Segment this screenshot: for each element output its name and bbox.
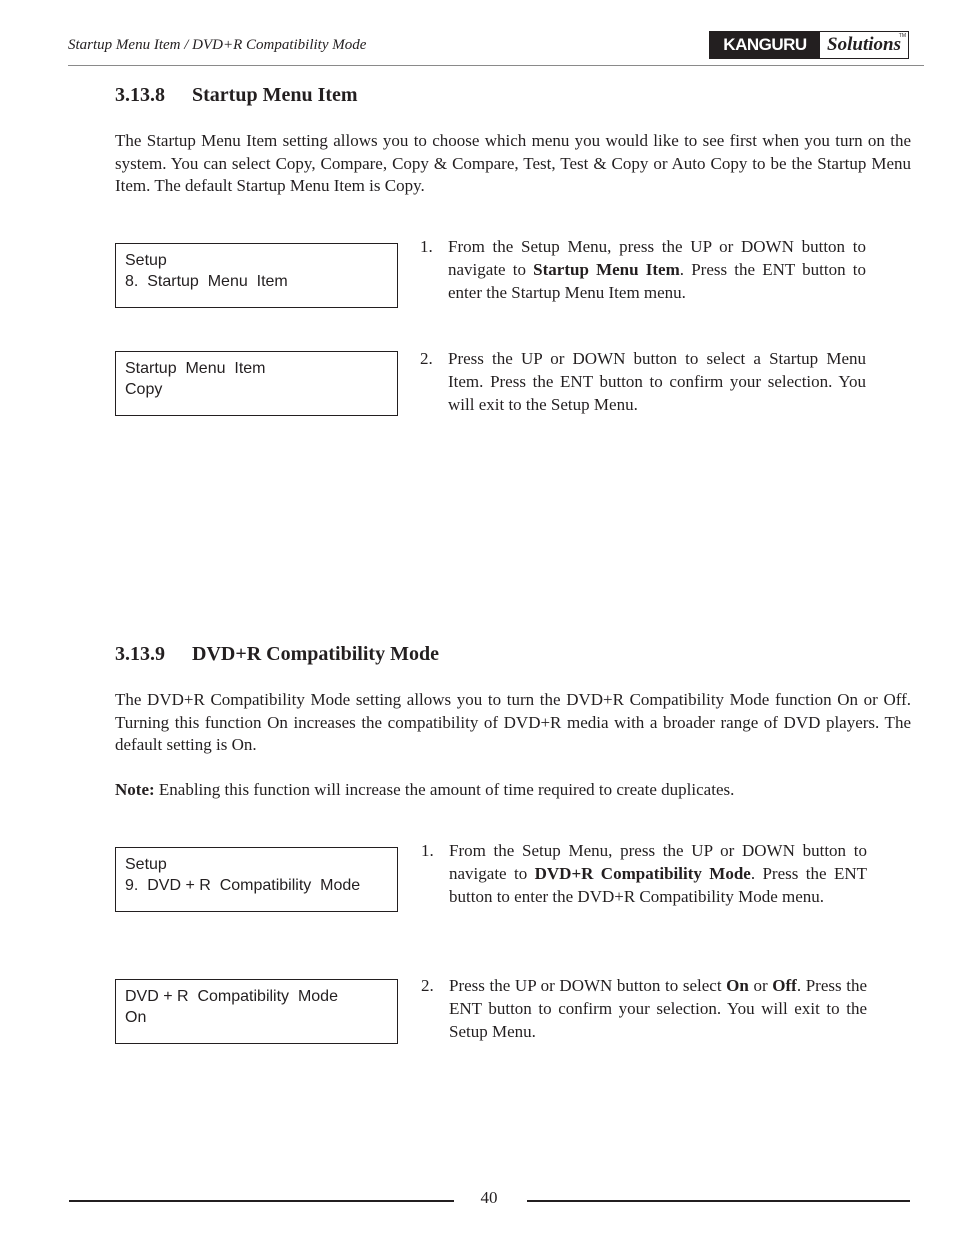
step-text-bold: On (726, 976, 749, 995)
step-text (448, 236, 866, 304)
lcd-display (115, 847, 398, 912)
step-text: Press the UP or DOWN button to select a Startup Menu Item. Press the ENT button to confirm your selection. You will exit to the Setup Menu. (448, 349, 866, 414)
kanguru-logo (709, 31, 909, 59)
note-paragraph (115, 779, 911, 802)
lcd-line: DVD + R Compatibility Mode (125, 988, 338, 1005)
step-text-part: From the Setup Menu, press the UP or DOWN button to navigate to (449, 841, 867, 883)
logo-script: Solutions (827, 34, 901, 55)
step-text-bold: Off (772, 976, 797, 995)
step-text-part: . Press the ENT button to confirm your selection. You will exit to the Setup Menu. (449, 976, 867, 1041)
step-item (421, 975, 867, 1043)
step-text-part: . Press the ENT button to enter the DVD+R Compatibility Mode menu. (449, 863, 867, 906)
step-item (421, 840, 867, 908)
note-text: Enabling this function will increase the amount of time required to create duplicates. (154, 780, 735, 799)
lcd-display (115, 979, 398, 1044)
section-number: 3.13.8 (115, 84, 165, 106)
page-number: 40 (480, 1188, 498, 1207)
step-text-bold: Startup Menu Item (533, 259, 680, 279)
step-item (420, 348, 866, 416)
running-header: Startup Menu Item / DVD+R Compatibility Mode (68, 37, 367, 53)
lcd-line: 8. Startup Menu Item (125, 273, 288, 290)
step-text (449, 840, 867, 908)
lcd-line: Copy (125, 381, 163, 398)
section-paragraph: The Startup Menu Item setting allows you to choose which menu you would like to see first when you turn on the system. You can select Copy, Compare, Copy & Compare, Test, Test & Copy or Auto Copy to be the Startup Menu Item. The default Startup Menu Item is Copy. (115, 131, 911, 195)
step-item (420, 236, 866, 304)
step-number: 2. (421, 976, 434, 995)
lcd-line: Setup (125, 856, 167, 873)
section-heading-startup-menu-item (115, 84, 358, 107)
lcd-line: Startup Menu Item (125, 360, 266, 377)
step-text-part: From the Setup Menu, press the UP or DOWN button to navigate to (448, 237, 866, 279)
section-number: 3.13.9 (115, 643, 165, 665)
step-number: 1. (421, 841, 434, 860)
step-text-part: Press the UP or DOWN button to select (449, 976, 727, 995)
step-number: 1. (420, 237, 433, 256)
note-label: Note: (115, 780, 155, 799)
logo-trademark: TM (898, 33, 906, 39)
step-number: 2. (420, 349, 433, 368)
section-paragraph: The DVD+R Compatibility Mode setting allows you to turn the DVD+R Compatibility Mode function On or Off. Turning this function On increases the compatibility of DVD+R media with a broader range of DVD players. The default setting is On. (115, 690, 911, 754)
logo-wordmark: KANGURU (710, 32, 820, 58)
section-title: DVD+R Compatibility Mode (192, 643, 439, 665)
lcd-line: 9. DVD + R Compatibility Mode (125, 877, 361, 894)
section-title: Startup Menu Item (192, 84, 358, 106)
step-text-part: or (748, 976, 773, 995)
lcd-display (115, 243, 398, 308)
step-text-part: . Press the ENT button to enter the Startup Menu Item menu. (448, 259, 866, 302)
header-divider (68, 65, 924, 66)
footer-rule-right (527, 1200, 910, 1202)
lcd-line: Setup (125, 252, 167, 269)
lcd-line: On (125, 1009, 147, 1026)
step-text (449, 975, 867, 1043)
section-heading-dvd-r-compatibility-mode (115, 643, 439, 666)
lcd-display (115, 351, 398, 416)
step-text-bold: DVD+R Compatibility Mode (534, 863, 751, 883)
